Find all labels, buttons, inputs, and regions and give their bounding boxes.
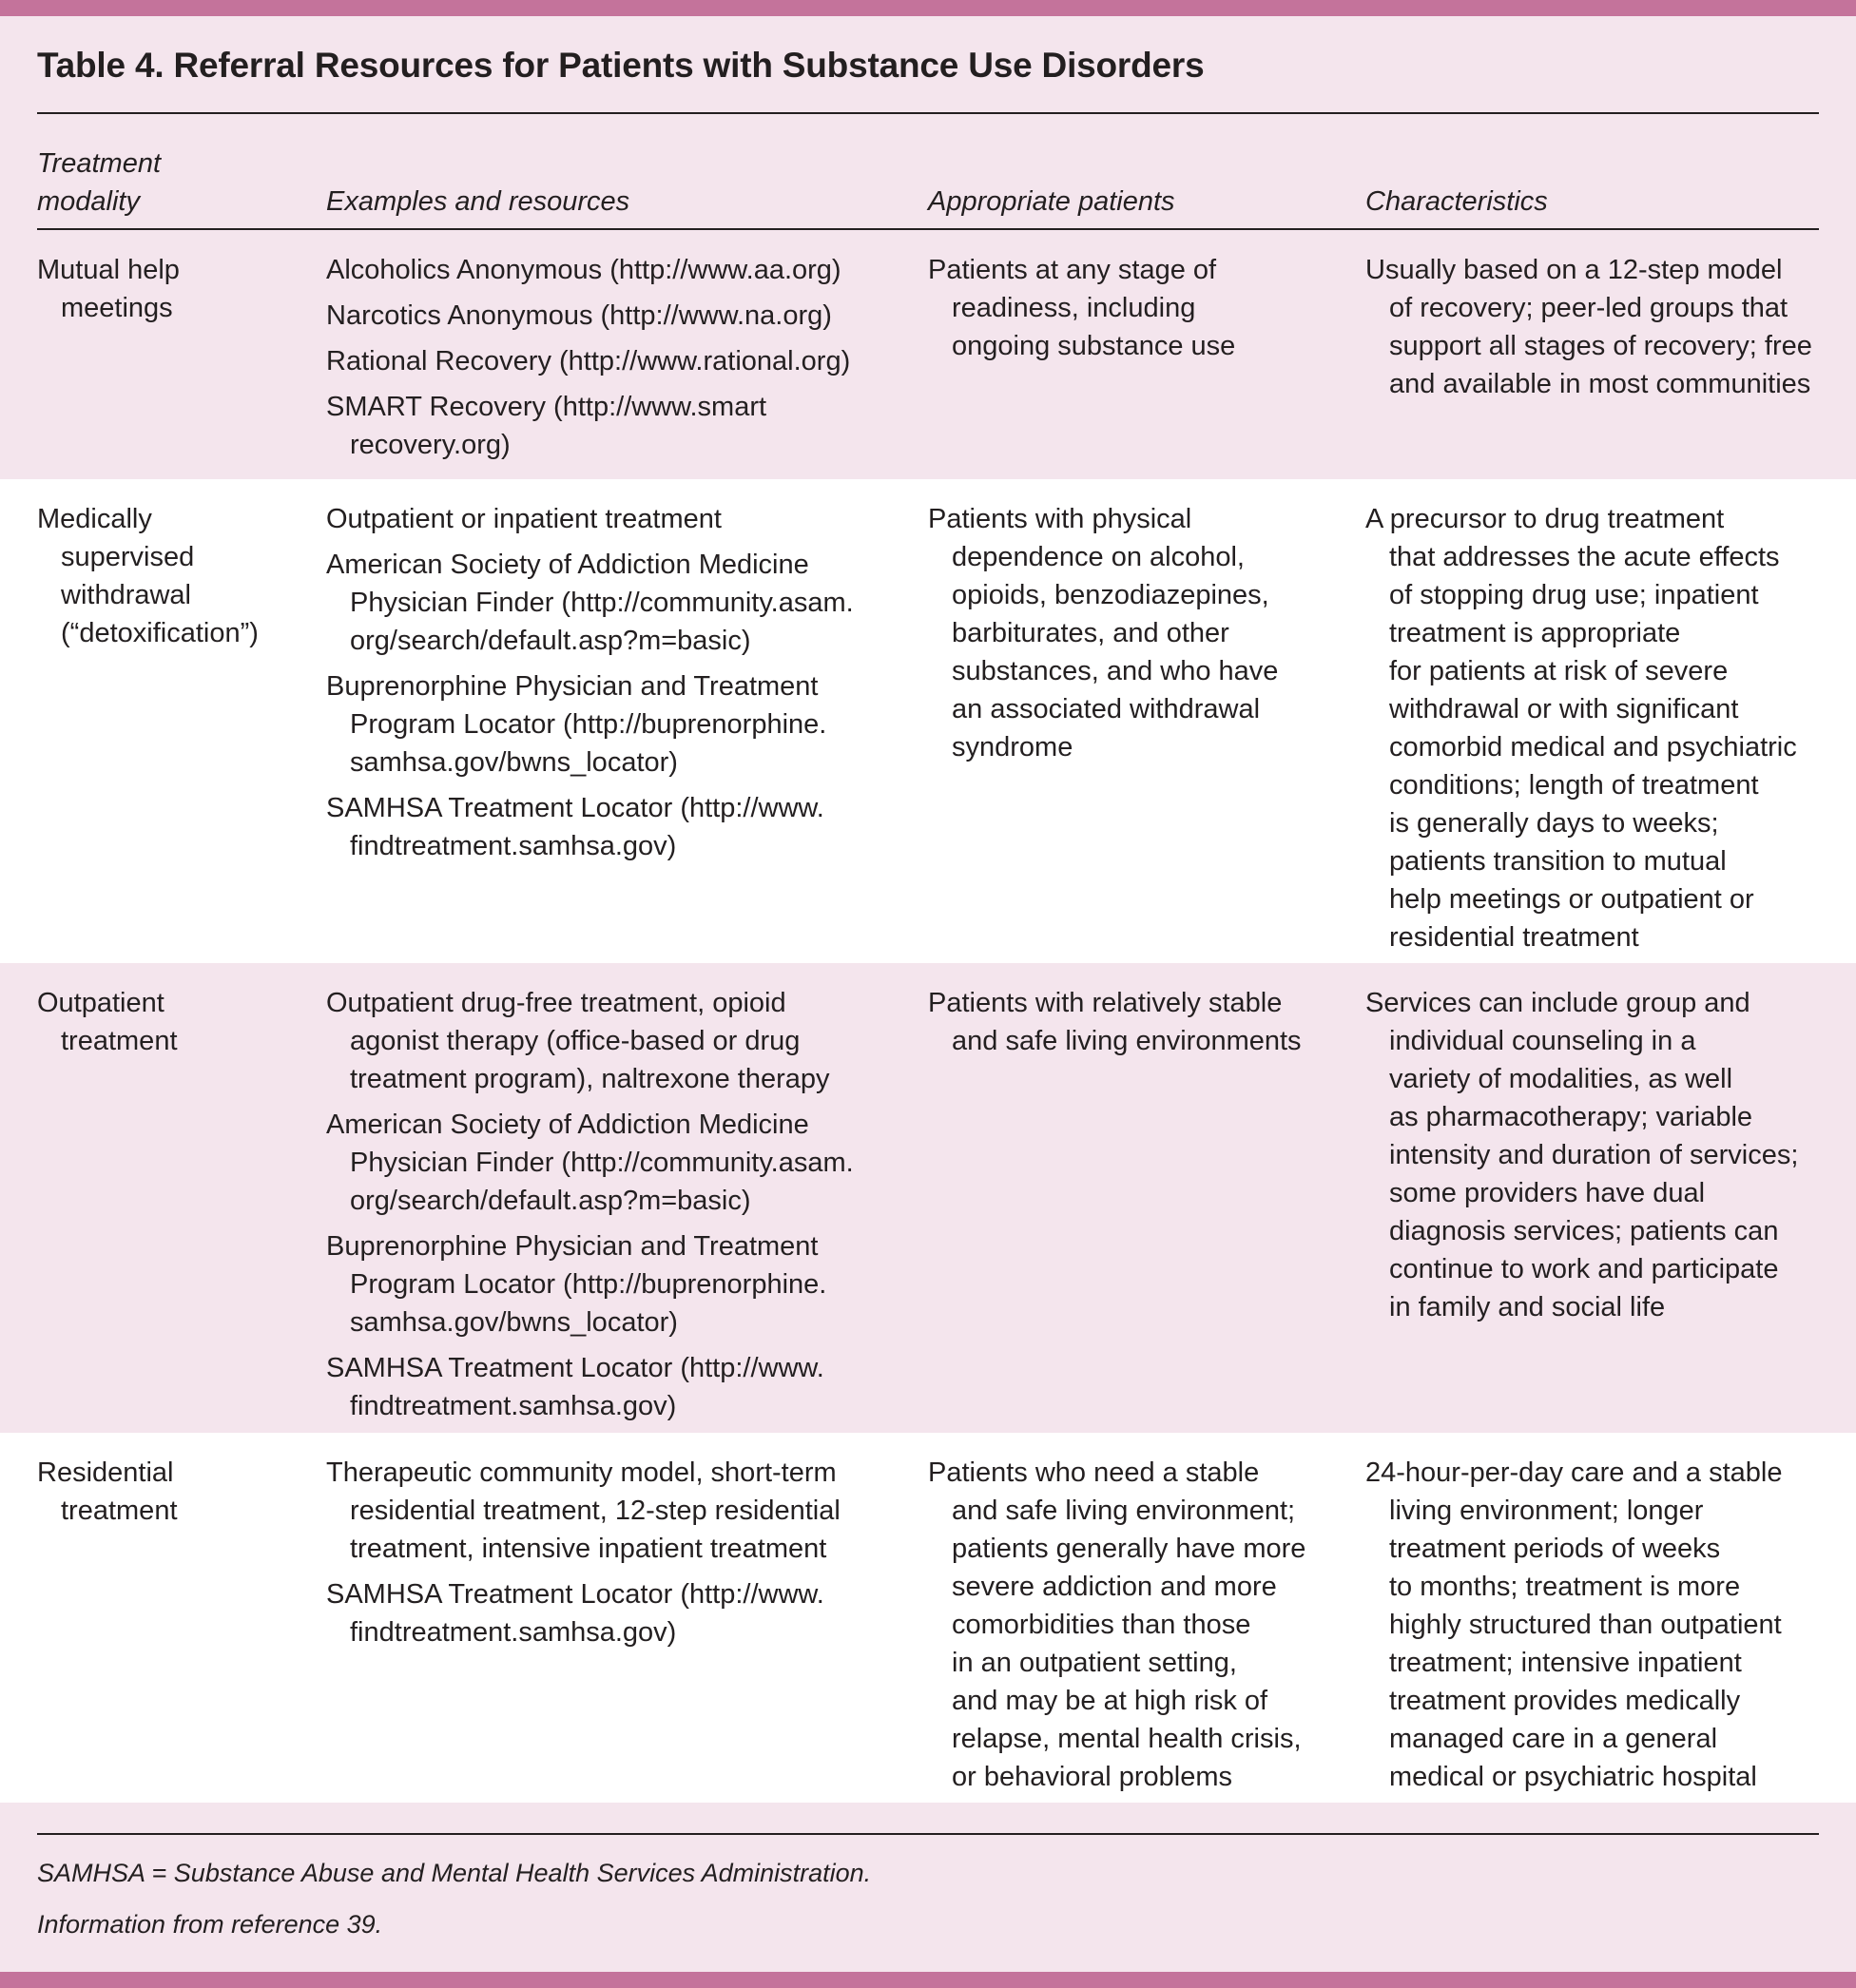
cell-line: A precursor to drug treatment — [1365, 504, 1725, 534]
cell-modality — [37, 1454, 178, 1537]
cell-entry — [37, 984, 178, 1060]
cell-line: substances, and who have — [952, 656, 1279, 686]
cell-entry — [1365, 500, 1797, 956]
cell-line: SAMHSA Treatment Locator (http://www. — [326, 793, 824, 823]
cell-line: findtreatment.samhsa.gov) — [350, 1617, 677, 1648]
cell-line: treatment — [61, 1496, 178, 1526]
cell-line: an associated withdrawal — [952, 694, 1261, 724]
cell-line: in family and social life — [1389, 1292, 1666, 1322]
cell-entry — [326, 546, 854, 660]
cell-entry — [1365, 251, 1812, 403]
cell-entry — [326, 789, 854, 865]
cell-line: Narcotics Anonymous (http://www.na.org) — [326, 300, 832, 331]
cell-line: Buprenorphine Physician and Treatment — [326, 1231, 819, 1262]
cell-line: intensity and duration of services; — [1389, 1140, 1799, 1170]
cell-line: treatment provides medically — [1389, 1686, 1741, 1716]
cell-line: treatment, intensive inpatient treatment — [350, 1534, 827, 1564]
cell-line: (“detoxification”) — [61, 618, 259, 648]
cell-line: severe addiction and more — [952, 1572, 1277, 1602]
cell-entry — [928, 1454, 1305, 1796]
cell-line: treatment is appropriate — [1389, 618, 1681, 648]
cell-line: org/search/default.asp?m=basic) — [350, 1186, 751, 1216]
cell-line: opioids, benzodiazepines, — [952, 580, 1269, 610]
cell-examples — [326, 500, 854, 873]
cell-entry — [37, 500, 259, 652]
cell-line: help meetings or outpatient or — [1389, 884, 1754, 915]
cell-entry — [1365, 1454, 1782, 1796]
cell-line: Outpatient drug-free treatment, opioid — [326, 988, 786, 1018]
cell-modality — [37, 500, 259, 660]
cell-line: withdrawal or with significant — [1389, 694, 1739, 724]
cell-line: support all stages of recovery; free — [1389, 331, 1812, 361]
cell-examples — [326, 1454, 841, 1659]
cell-line: that addresses the acute effects — [1389, 542, 1780, 572]
cell-line: readiness, including — [952, 293, 1196, 323]
cell-line: variety of modalities, as well — [1389, 1064, 1733, 1094]
cell-line: individual counseling in a — [1389, 1026, 1696, 1056]
header-characteristics: Characteristics — [1365, 186, 1548, 217]
cell-line: comorbid medical and psychiatric — [1389, 732, 1797, 762]
cell-line: of stopping drug use; inpatient — [1389, 580, 1759, 610]
cell-patients — [928, 251, 1235, 373]
cell-characteristics — [1365, 500, 1797, 964]
cell-line: managed care in a general — [1389, 1724, 1718, 1754]
cell-line: diagnosis services; patients can — [1389, 1216, 1779, 1246]
cell-line: Physician Finder (http://community.asam. — [350, 1148, 854, 1178]
cell-line: Usually based on a 12-step model — [1365, 255, 1783, 285]
cell-line: as pharmacotherapy; variable — [1389, 1102, 1753, 1132]
cell-line: medical or psychiatric hospital — [1389, 1762, 1757, 1792]
cell-line: Alcoholics Anonymous (http://www.aa.org) — [326, 255, 841, 285]
cell-examples — [326, 251, 850, 472]
cell-line: to months; treatment is more — [1389, 1572, 1741, 1602]
cell-entry — [326, 1227, 854, 1341]
cell-line: in an outpatient setting, — [952, 1648, 1237, 1678]
cell-line: Patients with relatively stable — [928, 988, 1283, 1018]
cell-line: samhsa.gov/bwns_locator) — [350, 1307, 678, 1338]
cell-entry — [326, 388, 850, 464]
cell-line: highly structured than outpatient — [1389, 1610, 1782, 1640]
cell-line: supervised — [61, 542, 195, 572]
cell-line: living environment; longer — [1389, 1496, 1704, 1526]
cell-line: barbiturates, and other — [952, 618, 1229, 648]
table-row — [0, 1433, 1856, 1803]
cell-entry — [37, 1454, 178, 1530]
cell-entry — [326, 667, 854, 782]
cell-line: withdrawal — [61, 580, 191, 610]
table-row — [0, 479, 1856, 963]
header-examples: Examples and resources — [326, 186, 630, 217]
cell-line: Residential — [37, 1457, 174, 1488]
cell-line: residential treatment, 12-step residential — [350, 1496, 841, 1526]
cell-characteristics — [1365, 251, 1812, 411]
cell-line: Patients who need a stable — [928, 1457, 1260, 1488]
cell-entry — [326, 1454, 841, 1568]
cell-line: relapse, mental health crisis, — [952, 1724, 1302, 1754]
title-rule — [37, 112, 1819, 114]
cell-line: SMART Recovery (http://www.smart — [326, 392, 767, 422]
header-modality-line: Treatment — [37, 148, 162, 179]
cell-entry — [326, 1349, 854, 1425]
cell-line: and available in most communities — [1389, 369, 1811, 399]
cell-line: treatment periods of weeks — [1389, 1534, 1721, 1564]
cell-line: agonist therapy (office-based or drug — [350, 1026, 801, 1056]
cell-entry — [326, 251, 850, 289]
table-title: Table 4. Referral Resources for Patients with Substance Use Disorders — [37, 46, 1205, 85]
cell-line: findtreatment.samhsa.gov) — [350, 1391, 677, 1421]
table-row — [0, 230, 1856, 479]
cell-entry — [928, 500, 1278, 766]
cell-line: residential treatment — [1389, 922, 1639, 953]
footnote-source: Information from reference 39. — [37, 1910, 383, 1939]
cell-line: Physician Finder (http://community.asam. — [350, 588, 854, 618]
cell-line: Medically — [37, 504, 152, 534]
cell-line: treatment; intensive inpatient — [1389, 1648, 1742, 1678]
cell-line: continue to work and participate — [1389, 1254, 1779, 1284]
cell-line: Mutual help — [37, 255, 180, 285]
cell-entry — [326, 984, 854, 1098]
cell-line: Patients with physical — [928, 504, 1192, 534]
cell-entry — [326, 342, 850, 380]
cell-line: patients transition to mutual — [1389, 846, 1727, 877]
cell-entry — [326, 297, 850, 335]
cell-line: recovery.org) — [350, 430, 511, 460]
cell-line: American Society of Addiction Medicine — [326, 550, 809, 580]
bottom-accent-bar — [0, 1972, 1856, 1988]
footer-rule — [37, 1833, 1819, 1835]
cell-characteristics — [1365, 1454, 1782, 1804]
cell-line: patients generally have more — [952, 1534, 1306, 1564]
cell-entry — [928, 984, 1302, 1060]
cell-line: Rational Recovery (http://www.rational.org) — [326, 346, 851, 376]
cell-line: of recovery; peer-led groups that — [1389, 293, 1788, 323]
cell-entry — [1365, 984, 1798, 1326]
cell-examples — [326, 984, 854, 1433]
cell-line: conditions; length of treatment — [1389, 770, 1759, 801]
cell-modality — [37, 251, 180, 335]
cell-line: or behavioral problems — [952, 1762, 1232, 1792]
table-row — [0, 963, 1856, 1433]
cell-line: is generally days to weeks; — [1389, 808, 1719, 839]
cell-line: meetings — [61, 293, 173, 323]
top-accent-bar — [0, 0, 1856, 16]
cell-line: ongoing substance use — [952, 331, 1236, 361]
cell-line: Program Locator (http://buprenorphine. — [350, 709, 827, 740]
cell-line: org/search/default.asp?m=basic) — [350, 626, 751, 656]
cell-line: some providers have dual — [1389, 1178, 1706, 1208]
cell-patients — [928, 500, 1278, 774]
cell-line: and may be at high risk of — [952, 1686, 1268, 1716]
cell-line: treatment — [61, 1026, 178, 1056]
cell-line: 24-hour-per-day care and a stable — [1365, 1457, 1783, 1488]
cell-line: comorbidities than those — [952, 1610, 1251, 1640]
cell-line: syndrome — [952, 732, 1073, 762]
header-modality-line: modality — [37, 186, 140, 217]
footnote-abbreviation: SAMHSA = Substance Abuse and Mental Health Services Administration. — [37, 1859, 872, 1887]
cell-line: dependence on alcohol, — [952, 542, 1245, 572]
cell-modality — [37, 984, 178, 1068]
cell-line: Services can include group and — [1365, 988, 1750, 1018]
cell-patients — [928, 984, 1302, 1068]
cell-entry — [326, 500, 854, 538]
cell-line: Buprenorphine Physician and Treatment — [326, 671, 819, 702]
cell-line: findtreatment.samhsa.gov) — [350, 831, 677, 861]
cell-entry — [326, 1575, 841, 1651]
cell-line: Patients at any stage of — [928, 255, 1217, 285]
cell-entry — [326, 1106, 854, 1220]
cell-characteristics — [1365, 984, 1798, 1334]
cell-line: and safe living environment; — [952, 1496, 1296, 1526]
cell-line: samhsa.gov/bwns_locator) — [350, 747, 678, 778]
cell-line: treatment program), naltrexone therapy — [350, 1064, 830, 1094]
header-patients: Appropriate patients — [928, 186, 1175, 217]
cell-line: Outpatient — [37, 988, 164, 1018]
cell-line: and safe living environments — [952, 1026, 1302, 1056]
cell-line: for patients at risk of severe — [1389, 656, 1729, 686]
cell-patients — [928, 1454, 1305, 1804]
cell-line: Therapeutic community model, short-term — [326, 1457, 837, 1488]
cell-line: SAMHSA Treatment Locator (http://www. — [326, 1579, 824, 1610]
cell-entry — [928, 251, 1235, 365]
header-modality — [37, 145, 161, 221]
cell-line: American Society of Addiction Medicine — [326, 1110, 809, 1140]
cell-line: SAMHSA Treatment Locator (http://www. — [326, 1353, 824, 1383]
cell-entry — [37, 251, 180, 327]
cell-line: Program Locator (http://buprenorphine. — [350, 1269, 827, 1300]
cell-line: Outpatient or inpatient treatment — [326, 504, 722, 534]
